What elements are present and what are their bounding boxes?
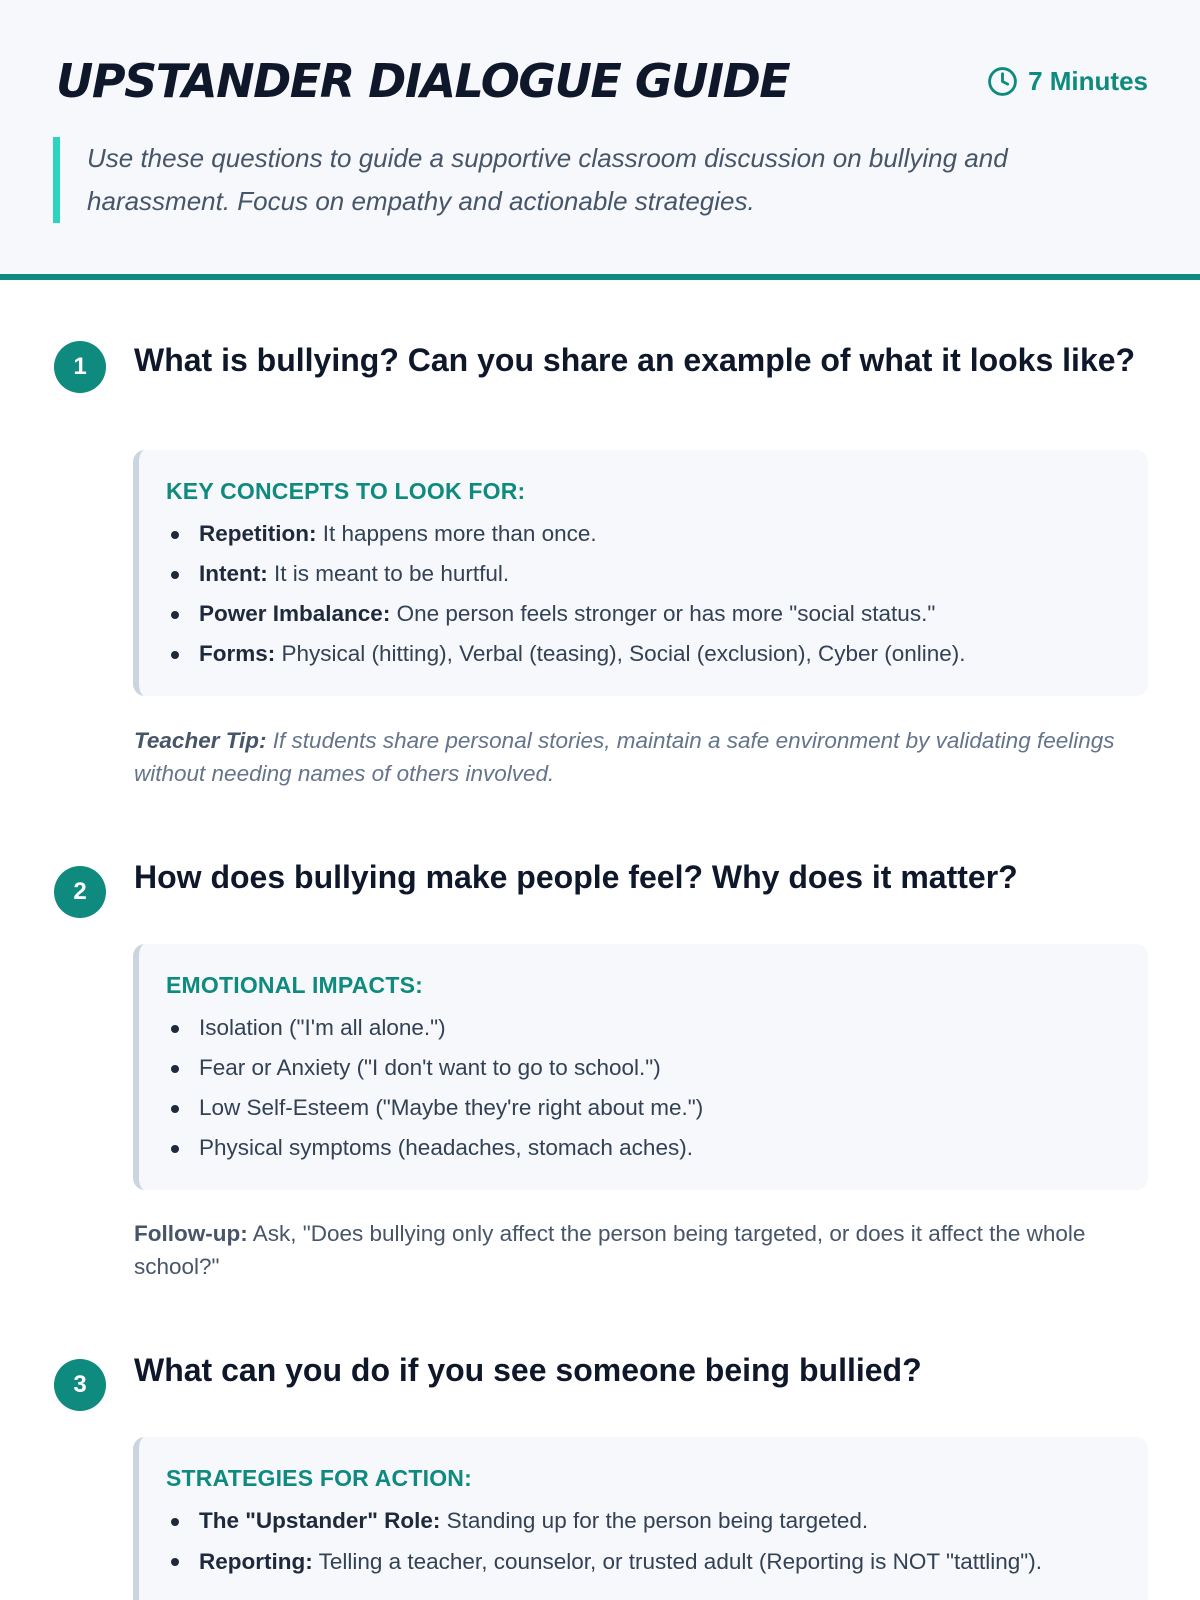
intro-text: Use these questions to guide a supportive classroom discussion on bullying and harassment. Focus on empathy and actionable strategies. bbox=[53, 137, 1148, 223]
note-label: Teacher Tip: bbox=[134, 728, 267, 753]
follow-up-note bbox=[134, 1217, 1134, 1283]
list-item bbox=[199, 594, 1148, 634]
box-heading: EMOTIONAL IMPACTS: bbox=[166, 972, 424, 998]
item-term: Intent: bbox=[199, 561, 268, 586]
item-text: One person feels stronger or has more "social status." bbox=[390, 601, 936, 626]
question-title: What can you do if you see someone being bullied? bbox=[134, 1352, 922, 1388]
duration-badge bbox=[987, 66, 1148, 97]
item-term: Power Imbalance: bbox=[199, 601, 391, 626]
question-title: How does bullying make people feel? Why does it matter? bbox=[134, 859, 1018, 895]
box-heading: KEY CONCEPTS TO LOOK FOR: bbox=[166, 478, 526, 504]
strategy-list bbox=[166, 1501, 1148, 1578]
list-item bbox=[199, 1008, 1148, 1048]
list-item bbox=[199, 1128, 1148, 1168]
emotional-impacts-box bbox=[133, 944, 1148, 1190]
list-item bbox=[199, 514, 1148, 554]
header bbox=[0, 0, 1200, 280]
item-text: Physical (hitting), Verbal (teasing), Social (exclusion), Cyber (online). bbox=[275, 641, 966, 666]
item-text: Physical symptoms (headaches, stomach aches). bbox=[199, 1135, 693, 1160]
item-text: Standing up for the person being targeted. bbox=[440, 1508, 869, 1533]
item-text: Isolation ("I'm all alone.") bbox=[199, 1015, 446, 1040]
note-text: Ask, "Does bullying only affect the person being targeted, or does it affect the whole school?" bbox=[134, 1221, 1086, 1279]
item-text: Low Self-Esteem ("Maybe they're right about me.") bbox=[199, 1095, 704, 1120]
strategies-box bbox=[133, 1437, 1148, 1600]
concept-list bbox=[166, 514, 1148, 674]
item-term: Reporting: bbox=[199, 1549, 313, 1574]
box-heading: STRATEGIES FOR ACTION: bbox=[166, 1465, 472, 1491]
list-item bbox=[199, 1501, 1148, 1541]
list-item bbox=[199, 1048, 1148, 1088]
item-text: Telling a teacher, counselor, or trusted adult (Reporting is NOT "tattling"). bbox=[312, 1549, 1042, 1574]
item-text: It happens more than once. bbox=[316, 521, 597, 546]
teacher-tip bbox=[134, 724, 1134, 790]
item-term: The "Upstander" Role: bbox=[199, 1508, 441, 1533]
item-text: It is meant to be hurtful. bbox=[267, 561, 510, 586]
page-title: UPSTANDER DIALOGUE GUIDE bbox=[56, 54, 790, 108]
question-title: What is bullying? Can you share an example of what it looks like? bbox=[134, 342, 1136, 378]
question-number-badge: 3 bbox=[54, 1359, 106, 1411]
list-item bbox=[199, 554, 1148, 594]
item-term: Repetition: bbox=[199, 521, 317, 546]
question-number-badge: 1 bbox=[54, 341, 106, 393]
note-text: If students share personal stories, maintain a safe environment by validating feelings without needing names of others involved. bbox=[134, 728, 1115, 786]
item-text: Fear or Anxiety ("I don't want to go to school.") bbox=[199, 1055, 661, 1080]
list-item bbox=[199, 1541, 1148, 1578]
question-number-badge: 2 bbox=[54, 866, 106, 918]
item-term: Forms: bbox=[199, 641, 276, 666]
clock-icon bbox=[987, 66, 1018, 97]
list-item bbox=[199, 634, 1148, 674]
list-item bbox=[199, 1088, 1148, 1128]
duration-label: 7 Minutes bbox=[1028, 66, 1148, 96]
impact-list bbox=[166, 1008, 1148, 1168]
key-concepts-box bbox=[133, 450, 1148, 696]
note-label: Follow-up: bbox=[134, 1221, 248, 1246]
